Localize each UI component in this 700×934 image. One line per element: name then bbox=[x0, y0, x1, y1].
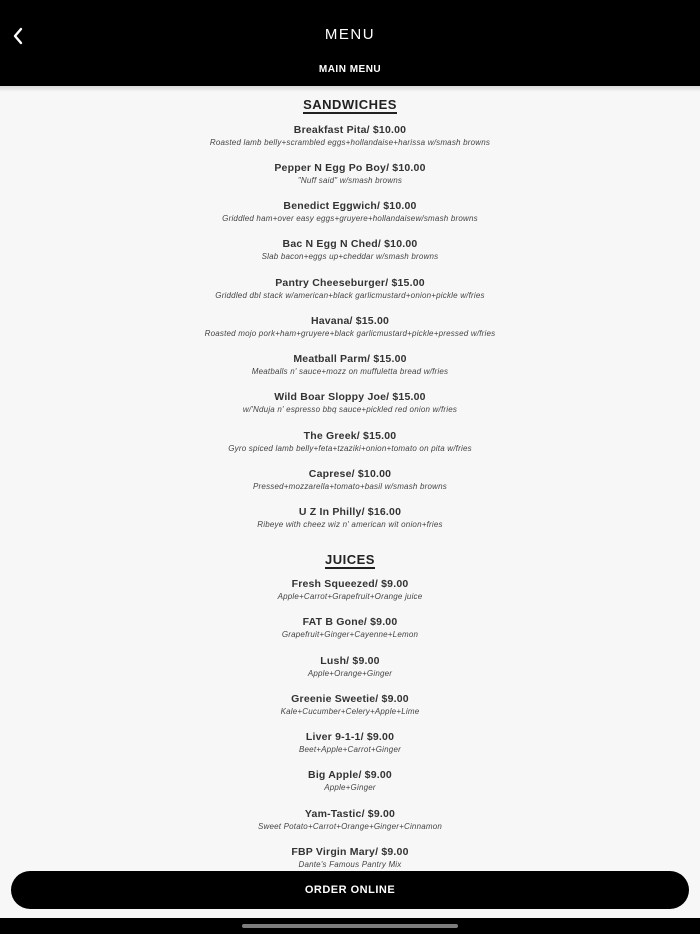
menu-item[interactable] bbox=[0, 162, 700, 186]
item-description: Gyro spiced lamb belly+feta+tzaziki+onion+tomato on pita w/fries bbox=[228, 444, 472, 453]
item-name: Breakfast Pita/ $10.00 bbox=[293, 124, 407, 136]
menu-item[interactable] bbox=[0, 808, 700, 832]
menu-item[interactable] bbox=[0, 391, 700, 415]
item-description: Sweet Potato+Carrot+Orange+Ginger+Cinnamon bbox=[257, 822, 443, 831]
item-description: Slab bacon+eggs up+cheddar w/smash browns bbox=[261, 252, 439, 261]
item-name: The Greek/ $15.00 bbox=[303, 430, 397, 442]
item-name: FAT B Gone/ $9.00 bbox=[302, 616, 398, 628]
item-description: Dante's Famous Pantry Mix bbox=[298, 860, 402, 869]
menu-item[interactable] bbox=[0, 846, 700, 870]
page-title: MENU bbox=[324, 26, 376, 43]
menu-item[interactable] bbox=[0, 277, 700, 301]
item-description: Roasted lamb belly+scrambled eggs+hollandaise+harissa w/smash browns bbox=[209, 138, 491, 147]
menu-item[interactable] bbox=[0, 353, 700, 377]
section-title-juices: JUICES bbox=[325, 552, 375, 567]
item-description: Griddled ham+over easy eggs+gruyere+hollandaisew/smash browns bbox=[222, 214, 478, 223]
item-name: Havana/ $15.00 bbox=[310, 315, 390, 327]
menu-tab-main[interactable]: MAIN MENU bbox=[318, 64, 382, 75]
menu-item[interactable] bbox=[0, 200, 700, 224]
menu-item[interactable] bbox=[0, 238, 700, 262]
item-description: Meatballs n' sauce+mozz on muffuletta bread w/fries bbox=[251, 367, 449, 376]
item-description: Apple+Carrot+Grapefruit+Orange juice bbox=[277, 592, 423, 601]
item-description: "Nuff said" w/smash browns bbox=[297, 176, 403, 185]
item-name: Pepper N Egg Po Boy/ $10.00 bbox=[274, 162, 426, 174]
item-name: Benedict Eggwich/ $10.00 bbox=[283, 200, 417, 212]
menu-item[interactable] bbox=[0, 468, 700, 492]
menu-item[interactable] bbox=[0, 430, 700, 454]
home-indicator[interactable] bbox=[242, 924, 458, 928]
app-header bbox=[0, 0, 700, 86]
item-description: Ribeye with cheez wiz n' american wit onion+fries bbox=[257, 520, 443, 529]
item-name: Greenie Sweetie/ $9.00 bbox=[291, 693, 409, 705]
item-name: Liver 9-1-1/ $9.00 bbox=[305, 731, 395, 743]
item-description: Grapefruit+Ginger+Cayenne+Lemon bbox=[281, 630, 419, 639]
item-description: Kale+Cucumber+Celery+Apple+Lime bbox=[280, 707, 420, 716]
item-description: Apple+Orange+Ginger bbox=[307, 669, 393, 678]
menu-content[interactable] bbox=[0, 86, 700, 876]
menu-item[interactable] bbox=[0, 506, 700, 530]
item-name: U Z In Philly/ $16.00 bbox=[298, 506, 402, 518]
item-name: Pantry Cheeseburger/ $15.00 bbox=[275, 277, 425, 289]
menu-item[interactable] bbox=[0, 655, 700, 679]
menu-item[interactable] bbox=[0, 693, 700, 717]
menu-item[interactable] bbox=[0, 616, 700, 640]
item-description: Beet+Apple+Carrot+Ginger bbox=[299, 745, 401, 754]
item-description: Roasted mojo pork+ham+gruyere+black garlicmustard+pickle+pressed w/fries bbox=[204, 329, 496, 338]
item-name: Bac N Egg N Ched/ $10.00 bbox=[282, 238, 418, 250]
item-description: Griddled dbl stack w/american+black garlicmustard+onion+pickle w/fries bbox=[215, 291, 485, 300]
item-name: Caprese/ $10.00 bbox=[308, 468, 392, 480]
item-description: w/'Nduja n' espresso bbq sauce+pickled red onion w/fries bbox=[242, 405, 458, 414]
item-description: Pressed+mozzarella+tomato+basil w/smash browns bbox=[253, 482, 447, 491]
item-name: Fresh Squeezed/ $9.00 bbox=[291, 578, 409, 590]
section-title-sandwiches: SANDWICHES bbox=[303, 97, 397, 112]
header-shadow bbox=[0, 86, 700, 92]
menu-item[interactable] bbox=[0, 315, 700, 339]
item-name: Meatball Parm/ $15.00 bbox=[293, 353, 407, 365]
menu-item[interactable] bbox=[0, 769, 700, 793]
menu-item[interactable] bbox=[0, 731, 700, 755]
item-name: Big Apple/ $9.00 bbox=[308, 769, 392, 781]
item-name: Lush/ $9.00 bbox=[320, 655, 380, 667]
item-description: Apple+Ginger bbox=[324, 783, 376, 792]
order-online-button[interactable]: ORDER ONLINE bbox=[11, 871, 689, 909]
item-name: FBP Virgin Mary/ $9.00 bbox=[291, 846, 409, 858]
item-name: Yam-Tastic/ $9.00 bbox=[304, 808, 396, 820]
menu-item[interactable] bbox=[0, 124, 700, 148]
item-name: Wild Boar Sloppy Joe/ $15.00 bbox=[274, 391, 426, 403]
menu-item[interactable] bbox=[0, 578, 700, 602]
